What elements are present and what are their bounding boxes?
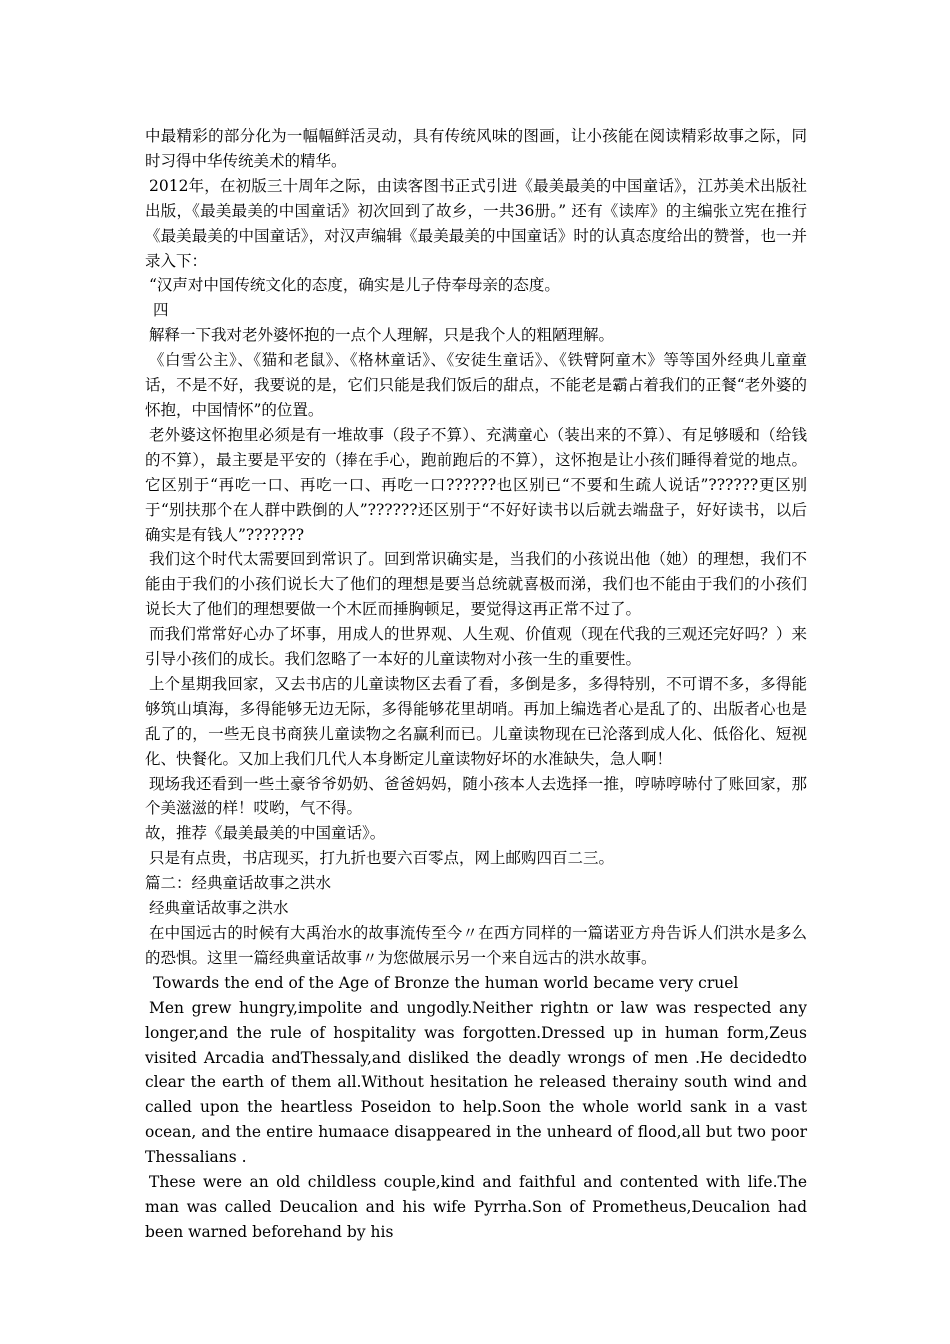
paragraph-2012-edition: 2012年，在初版三十周年之际，由读客图书正式引进《最美最美的中国童话》，江苏美术出版社出版，《最美最美的中国童话》初次回到了故乡，一共36册。” 还有《读库》的主编张立宪在推行《最美最美的中国童话》，对汉声编辑《最美最美的中国童话》时的认真态度给出的赞誉，也一并录入下： bbox=[145, 176, 807, 270]
paragraph-recommend: 故，推荐《最美最美的中国童话》。 bbox=[145, 824, 386, 843]
paragraph-english-1: Towards the end of the Age of Bronze the human world became very cruel bbox=[153, 973, 739, 992]
paragraph-foreign-tales: 《白雪公主》、《猫和老鼠》、《格林童话》、《安徒生童话》、《铁臂阿童木》等等国外经典儿童童话，不是不好，我要说的是，它们只能是我们饭后的甜点，不能老是霸占着我们的正餐“老外婆的怀抱，中国情怀”的位置。 bbox=[145, 351, 807, 419]
paragraph-english-3: These were an old childless couple,kind and faithful and contented with life.The man was called Deucalion and his wife Pyrrha.Son of Prometheus,Deucalion had been warned beforehand by his bbox=[145, 1173, 807, 1241]
paragraph-grandma-embrace: 老外婆这怀抱里必须是有一堆故事（段子不算）、充满童心（装出来的不算）、有足够暖和（给钱的不算），最主要是平安的（捧在手心，跑前跑后的不算），这怀抱是让小孩们睡得着觉的地点。它区别于“再吃一口、再吃一口、再吃一口??????也区别已“不要和生疏人说话”??????更区别于“别扶那个在人群中跌倒的人”??????还区别于“不好好读书以后就去端盘子，好好读书，以后确实是有钱人”??????? bbox=[145, 425, 807, 544]
paragraph-common-sense: 我们这个时代太需要回到常识了。回到常识确实是，当我们的小孩说出他（她）的理想，我们不能由于我们的小孩们说长大了他们的理想是要当总统就喜极而涕，我们也不能由于我们的小孩们说长大了他们的理想要做一个木匠而捶胸顿足，要觉得这再正常不过了。 bbox=[145, 550, 807, 619]
section-title-part-two: 篇二：经典童话故事之洪水 bbox=[145, 874, 332, 893]
paragraph-english-2: Men grew hungry,impolite and ungodly.Neither rightn or law was respected any longer,and the rule of hospitality was forgotten.Dressed up in human form,Zeus visited Arcadia andThessaly,and disliked the deadly wrongs of men .He decidedto clear the earth of them all.Without hesitation he released therainy south wind and called upon the heartless Poseidon to help.Soon the whole world sank in a vast ocean, and the entire humaace disappeared in the unheard of flood,all but two poor Thessalians . bbox=[145, 998, 807, 1167]
paragraph-good-intentions: 而我们常常好心办了坏事，用成人的世界观、人生观、价值观（现在代我的三观还完好吗？）来引导小孩们的成长。我们忽略了一本好的儿童读物对小孩一生的重要性。 bbox=[145, 625, 807, 669]
paragraph-quote: “汉声对中国传统文化的态度，确实是儿子侍奉母亲的态度。 bbox=[149, 276, 560, 295]
paragraph-flood-intro: 在中国远古的时候有大禹治水的故事流传至今〃在西方同样的一篇诺亚方舟告诉人们洪水是多么的恐惧。这里一篇经典童话故事〃为您做展示另一个来自远古的洪水故事。 bbox=[145, 924, 807, 967]
paragraph-explanation: 解释一下我对老外婆怀抱的一点个人理解，只是我个人的粗陋理解。 bbox=[149, 326, 615, 345]
paragraph-bookstore-visit: 上个星期我回家，又去书店的儿童读物区去看了看，多倒是多，多得特别，不可谓不多，多得能够筑山填海，多得能够无边无际，多得能够花里胡哨。再加上编选者心是乱了的、出版者心也是乱了的，一些无良书商狭儿童读物之名赢利而已。儿童读物现在已沦落到成人化、低俗化、短视化、快餐化。又加上我们几代人本身断定儿童读物好坏的水准缺失，急人啊！ bbox=[145, 674, 807, 768]
paragraph-price: 只是有点贵，书店现买，打九折也要六百零点，网上邮购四百二三。 bbox=[149, 849, 615, 868]
section-heading-four: 四 bbox=[153, 301, 169, 320]
story-title: 经典童话故事之洪水 bbox=[149, 899, 289, 918]
paragraph-rich-parents: 现场我还看到一些土豪爷爷奶奶、爸爸妈妈，随小孩本人去选择一推，哼哧哼哧付了账回家，那个美滋滋的样！哎哟，气不得。 bbox=[145, 774, 807, 818]
paragraph-intro-continuation: 中最精彩的部分化为一幅幅鲜活灵动，具有传统风味的图画，让小孩能在阅读精彩故事之际，同时习得中华传统美术的精华。 bbox=[145, 127, 807, 170]
document-body bbox=[145, 124, 807, 1245]
